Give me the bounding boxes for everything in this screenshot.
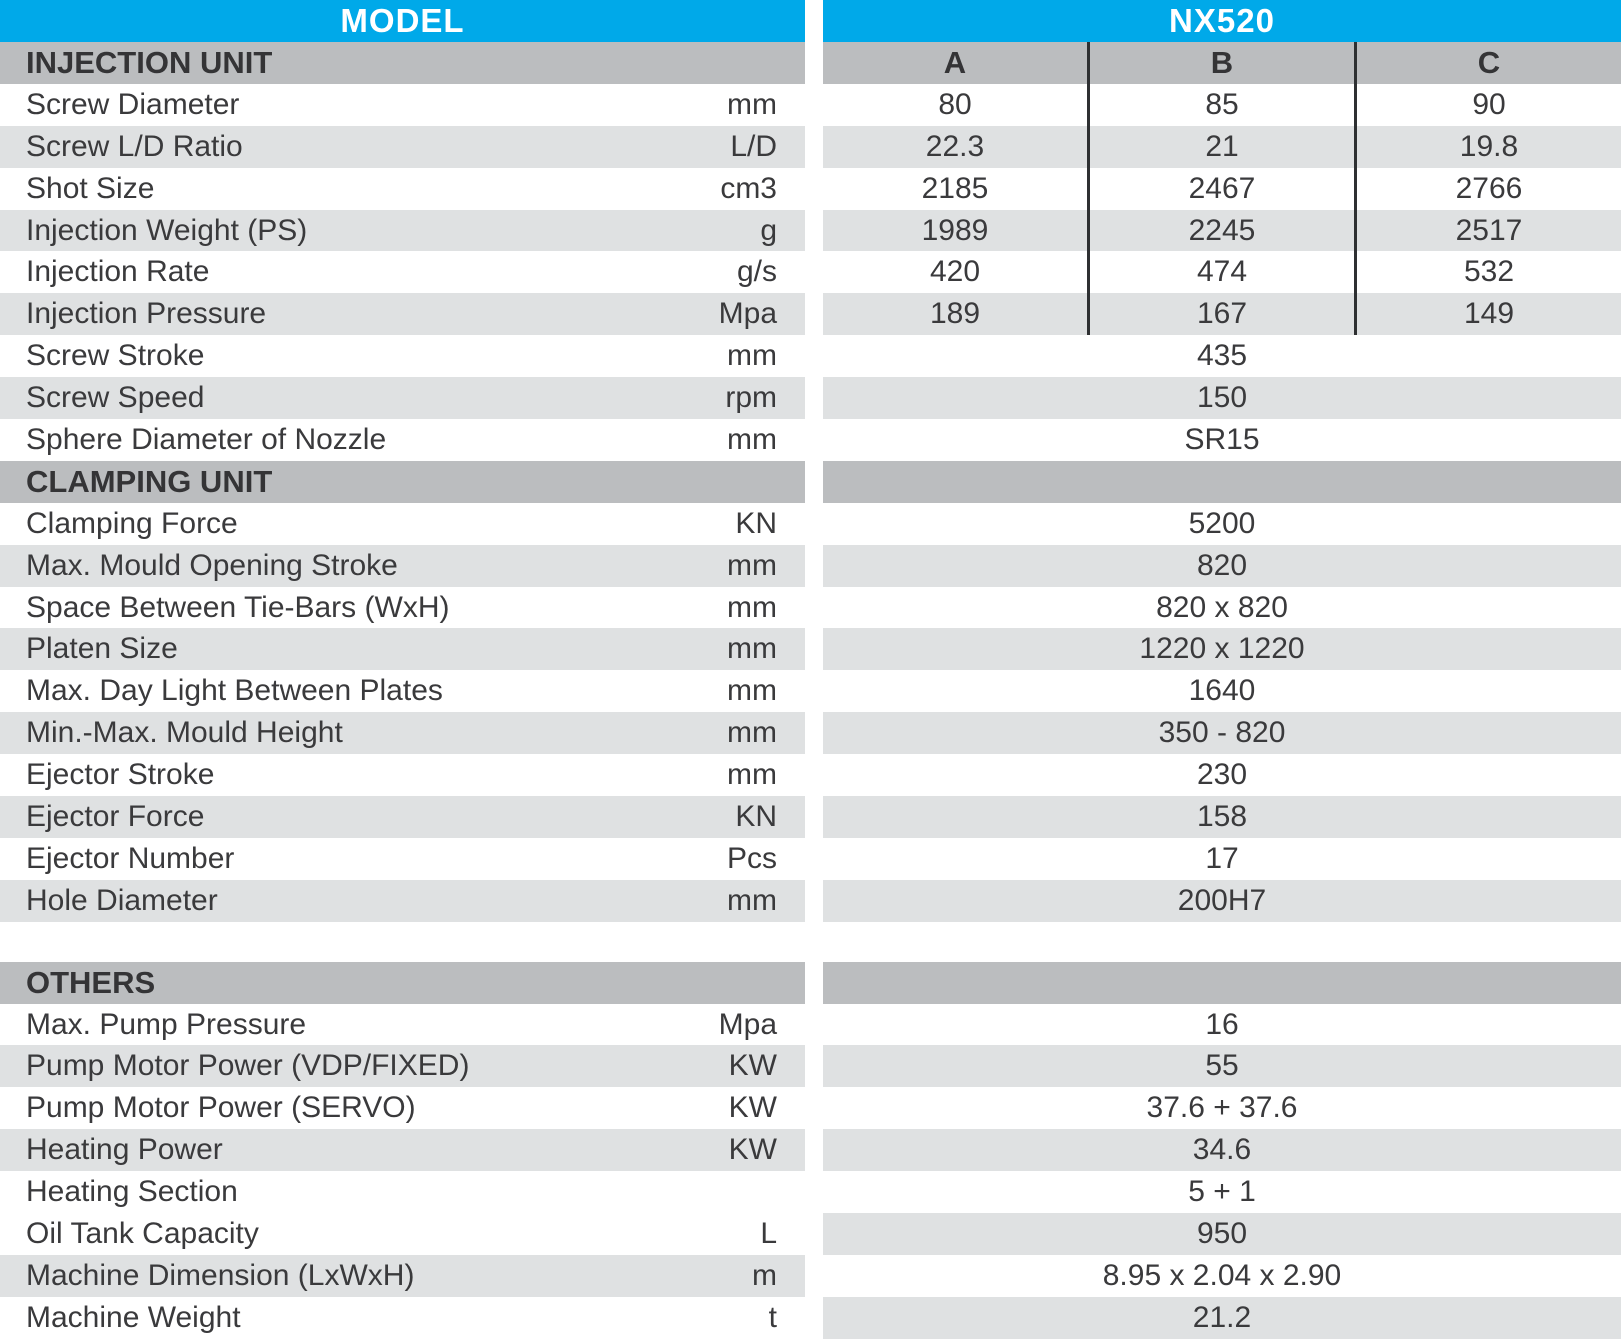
spec-row-label	[0, 377, 805, 419]
spec-row-label	[0, 670, 805, 712]
spacer-row	[823, 922, 1621, 962]
spec-row-label	[0, 503, 805, 545]
value-cell-b: 85	[1087, 84, 1354, 126]
spec-row-values	[823, 1255, 1621, 1297]
section-header	[0, 962, 805, 1004]
row-label: Sphere Diameter of Nozzle	[26, 422, 387, 456]
value-cell-merged: SR15	[1184, 422, 1260, 456]
value-cell-merged: 55	[1205, 1049, 1239, 1083]
section-header	[0, 42, 805, 84]
row-label: Space Between Tie-Bars (WxH)	[26, 590, 450, 624]
row-unit: mm	[727, 758, 777, 792]
row-label: Max. Day Light Between Plates	[26, 674, 443, 708]
value-cell-b: 474	[1087, 251, 1354, 293]
row-label: Injection Rate	[26, 255, 210, 289]
spec-row-label	[0, 880, 805, 922]
spec-row-label	[0, 754, 805, 796]
spec-row-label	[0, 126, 805, 168]
section-header-label: INJECTION UNIT	[26, 44, 273, 80]
value-cell-merged: 820 x 820	[1156, 590, 1288, 624]
spec-row-values	[823, 335, 1621, 377]
row-label: Heating Section	[26, 1175, 238, 1209]
row-unit: mm	[727, 339, 777, 373]
value-cell-merged: 8.95 x 2.04 x 2.90	[1102, 1258, 1342, 1292]
value-cell-merged: 1640	[1188, 674, 1256, 708]
spec-row-label	[0, 712, 805, 754]
row-label: Ejector Number	[26, 841, 235, 875]
row-label: Injection Weight (PS)	[26, 213, 308, 247]
row-unit: Mpa	[718, 1007, 777, 1041]
value-cell-c: 2517	[1354, 210, 1621, 252]
spec-row-label	[0, 210, 805, 252]
value-cell-merged: 16	[1205, 1007, 1239, 1041]
spec-row-values	[823, 880, 1621, 922]
row-unit: KN	[735, 799, 777, 833]
value-cell-c: 149	[1354, 293, 1621, 335]
row-unit: Pcs	[726, 841, 777, 875]
row-label: Screw Stroke	[26, 339, 205, 373]
spec-row-values	[823, 796, 1621, 838]
model-header-label: MODEL	[340, 2, 465, 39]
row-unit: L	[760, 1216, 777, 1250]
row-unit: mm	[727, 422, 777, 456]
row-label: Max. Pump Pressure	[26, 1007, 307, 1041]
row-unit: rpm	[725, 381, 777, 415]
spec-row-label	[0, 251, 805, 293]
row-label: Shot Size	[26, 171, 155, 205]
value-cell-b: 167	[1087, 293, 1354, 335]
value-cell-merged: 21.2	[1192, 1300, 1252, 1334]
spec-row-values	[823, 587, 1621, 629]
column-header-c: C	[1354, 42, 1621, 84]
value-cell-b: 21	[1087, 126, 1354, 168]
value-cell-merged: 5 + 1	[1188, 1175, 1256, 1209]
spec-row-values	[823, 1171, 1621, 1213]
spec-row-values	[823, 168, 1621, 210]
column-header-a: A	[943, 44, 967, 80]
spec-row-label	[0, 84, 805, 126]
values-rows	[823, 42, 1621, 1339]
row-unit: m	[752, 1258, 777, 1292]
row-unit: mm	[727, 674, 777, 708]
spec-row-label	[0, 335, 805, 377]
spec-row-values	[823, 545, 1621, 587]
value-cell-c: 90	[1354, 84, 1621, 126]
labels-rows	[0, 42, 805, 1339]
spec-row-values	[823, 84, 1621, 126]
value-cell-merged: 34.6	[1192, 1133, 1252, 1167]
spec-row-values	[823, 1004, 1621, 1046]
row-unit: g	[760, 213, 777, 247]
value-cell-merged: 158	[1196, 799, 1248, 833]
spec-row-label	[0, 1213, 805, 1255]
row-label: Pump Motor Power (VDP/FIXED)	[26, 1049, 470, 1083]
spec-row-values	[823, 293, 1621, 335]
spec-row-label	[0, 796, 805, 838]
value-cell-merged: 950	[1196, 1216, 1248, 1250]
spec-row-values	[823, 1129, 1621, 1171]
labels-panel	[0, 0, 805, 1339]
value-cell-merged: 435	[1196, 339, 1248, 373]
row-label: Min.-Max. Mould Height	[26, 716, 343, 750]
spec-row-values	[823, 251, 1621, 293]
value-cell-a: 22.3	[925, 129, 985, 163]
row-unit: KW	[728, 1091, 777, 1125]
panel-divider-gap	[805, 0, 823, 1339]
spec-row-label	[0, 1045, 805, 1087]
spec-row-label	[0, 1171, 805, 1213]
value-cell-merged: 150	[1196, 381, 1248, 415]
row-unit: mm	[727, 883, 777, 917]
value-cell-a: 2185	[921, 171, 989, 205]
row-unit: KN	[735, 506, 777, 540]
row-label: Screw L/D Ratio	[26, 129, 243, 163]
row-label: Ejector Stroke	[26, 758, 215, 792]
row-label: Ejector Force	[26, 799, 205, 833]
spec-row-values	[823, 838, 1621, 880]
spec-row-values	[823, 670, 1621, 712]
row-unit: g/s	[736, 255, 777, 289]
row-unit: mm	[727, 87, 777, 121]
spec-row-label	[0, 1129, 805, 1171]
value-cell-c: 2766	[1354, 168, 1621, 210]
value-cell-merged: 37.6 + 37.6	[1146, 1091, 1298, 1125]
value-cell-b: 2245	[1087, 210, 1354, 252]
spec-row-values	[823, 628, 1621, 670]
spec-row-label	[0, 419, 805, 461]
spec-row-label	[0, 1297, 805, 1339]
spec-row-label	[0, 545, 805, 587]
spec-row-values	[823, 126, 1621, 168]
value-cell-merged: 820	[1196, 548, 1248, 582]
spec-row-values	[823, 377, 1621, 419]
value-cell-a: 420	[929, 255, 981, 289]
row-label: Clamping Force	[26, 506, 238, 540]
row-unit: Mpa	[718, 297, 777, 331]
row-label: Pump Motor Power (SERVO)	[26, 1091, 416, 1125]
row-unit: mm	[727, 716, 777, 750]
spec-row-label	[0, 587, 805, 629]
row-unit: mm	[727, 590, 777, 624]
row-label: Machine Weight	[26, 1300, 241, 1334]
spec-row-values	[823, 754, 1621, 796]
spec-row-values	[823, 503, 1621, 545]
spec-row-values	[823, 1297, 1621, 1339]
value-cell-a: 80	[938, 87, 972, 121]
section-band	[823, 461, 1621, 503]
row-unit: cm3	[720, 171, 777, 205]
spec-row-label	[0, 838, 805, 880]
row-label: Screw Speed	[26, 381, 205, 415]
row-label: Hole Diameter	[26, 883, 218, 917]
column-header-b: B	[1087, 42, 1354, 84]
spec-row-values	[823, 419, 1621, 461]
row-label: Screw Diameter	[26, 87, 240, 121]
column-header-row	[823, 42, 1621, 84]
section-header-label: CLAMPING UNIT	[26, 463, 273, 499]
spec-row-values	[823, 1213, 1621, 1255]
value-cell-merged: 200H7	[1177, 883, 1267, 917]
values-panel	[823, 0, 1621, 1339]
row-label: Oil Tank Capacity	[26, 1216, 259, 1250]
model-header	[0, 0, 805, 42]
value-cell-merged: 1220 x 1220	[1139, 632, 1305, 666]
spec-row-values	[823, 1045, 1621, 1087]
row-label: Injection Pressure	[26, 297, 267, 331]
spacer-row	[0, 922, 805, 962]
row-label: Heating Power	[26, 1133, 223, 1167]
spec-row-label	[0, 628, 805, 670]
spec-row-values	[823, 712, 1621, 754]
value-cell-c: 532	[1354, 251, 1621, 293]
spec-row-label	[0, 168, 805, 210]
value-cell-merged: 5200	[1188, 506, 1256, 540]
row-unit: mm	[727, 548, 777, 582]
value-cell-merged: 350 - 820	[1158, 716, 1286, 750]
spec-row-label	[0, 1087, 805, 1129]
row-unit: mm	[727, 632, 777, 666]
section-header	[0, 461, 805, 503]
spec-row-label	[0, 293, 805, 335]
row-label: Platen Size	[26, 632, 178, 666]
value-cell-a: 1989	[921, 213, 989, 247]
spec-row-label	[0, 1255, 805, 1297]
row-unit: t	[768, 1300, 777, 1334]
value-cell-merged: 17	[1205, 841, 1239, 875]
row-label: Machine Dimension (LxWxH)	[26, 1258, 415, 1292]
section-band	[823, 962, 1621, 1004]
row-unit: KW	[728, 1133, 777, 1167]
value-cell-a: 189	[929, 297, 981, 331]
row-label: Max. Mould Opening Stroke	[26, 548, 398, 582]
value-cell-b: 2467	[1087, 168, 1354, 210]
series-header-label: NX520	[1169, 2, 1275, 39]
value-cell-merged: 230	[1196, 758, 1248, 792]
row-unit: KW	[728, 1049, 777, 1083]
series-header	[823, 0, 1621, 42]
row-unit: L/D	[730, 129, 777, 163]
spec-row-values	[823, 210, 1621, 252]
section-header-label: OTHERS	[26, 964, 156, 1000]
spec-row-label	[0, 1004, 805, 1046]
spec-row-values	[823, 1087, 1621, 1129]
value-cell-c: 19.8	[1354, 126, 1621, 168]
